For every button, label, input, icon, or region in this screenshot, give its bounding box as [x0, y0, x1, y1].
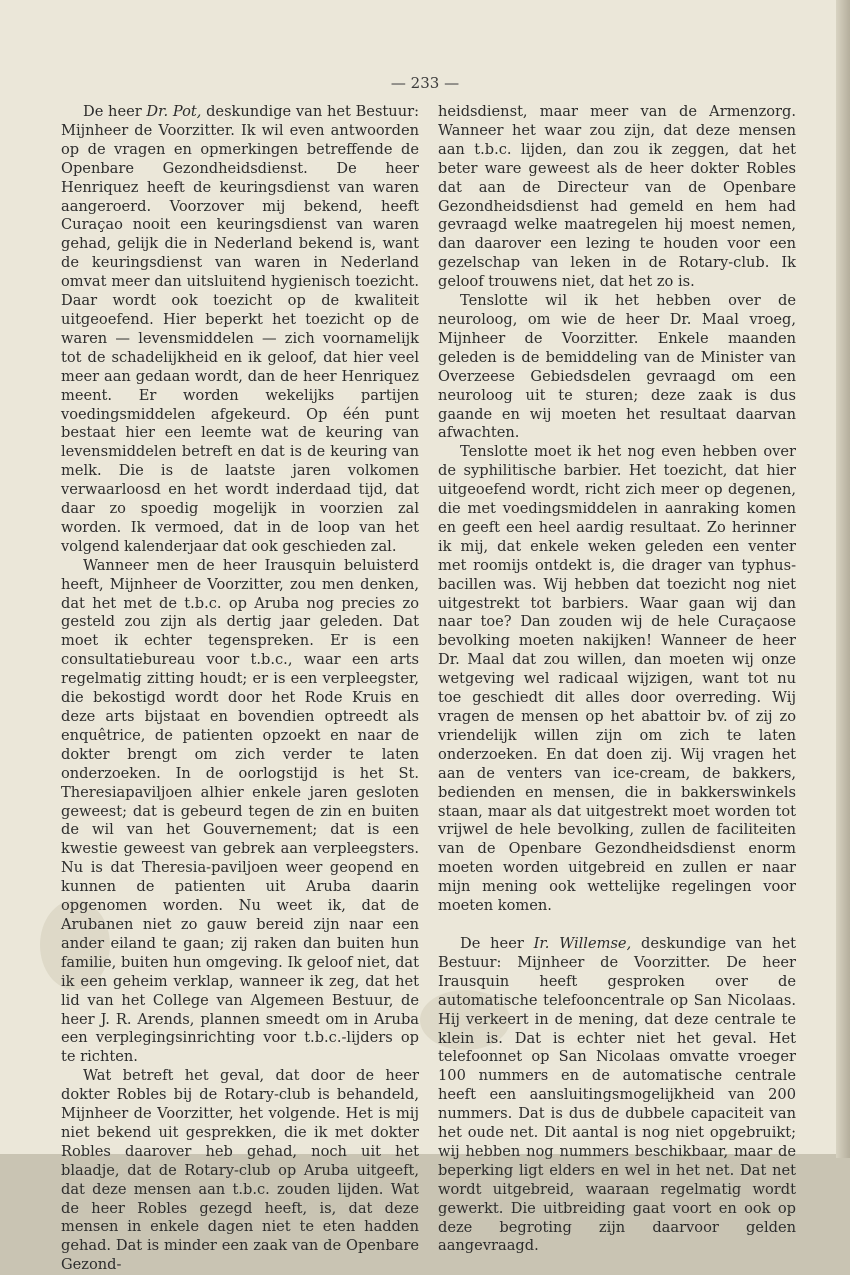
left-column [61, 103, 419, 1275]
paragraph-lead: De heer [460, 934, 534, 952]
paragraph-text: deskundige van het Bestuur: Mijnheer de Voorzitter. De heer Irausquin heeft gesproken over de automatische telefooncentrale op San Nicolaas. Hij verkeert in de mening, dat deze centrale te klein is. Dat is echter niet het geval. Het telefoonnet op San Nicolaas omvatte vroeger 100 nummers en de automatische centrale heeft een aansluitingsmogelijkheid van 200 nummers. Dat is dus de dubbele capaciteit van het oude net. Dit aantal is nog niet opgebruikt; wij hebben nog nummers beschikbaar, maar de beperking ligt elders en wel in het net. Dat net wordt uitgebreid, waaraan regelmatig wordt gewerkt. Die uitbreiding gaat voort en ook op deze begroting zijn daarvoor gelden aangevraagd. [438, 934, 796, 1255]
speaker-name: Ir. Willemse, [533, 934, 632, 952]
speaker-name: Dr. Pot, [146, 103, 202, 120]
paragraph [61, 103, 419, 557]
page-number: — 233 — [390, 74, 460, 92]
paragraph: Tenslotte wil ik het hebben over de neuroloog, om wie de heer Dr. Maal vroeg, Mijnheer de Voorzitter. Enkele maanden geleden is de bemiddeling van de Minister van Overzeese Gebiedsdelen gevraagd om een neuroloog uit te sturen; deze zaak is dus gaande en wij moeten het resultaat daarvan afwachten. [438, 292, 796, 442]
paragraph [438, 935, 796, 1256]
paragraph-lead: De heer [83, 103, 147, 120]
paragraph: heidsdienst, maar meer van de Armenzorg. Wanneer het waar zou zijn, dat deze mensen aan t.b.c. lijden, dan zou ik zeggen, dat het beter ware geweest als de heer dokter Robles dat aan de Directeur van de Openbare Gezondheidsdienst had gemeld en hem had gevraagd welke maatregelen hij moest nemen, dan daarover een lezing te houden voor een gezelschap van leken in de Rotary-club. Ik geloof trouwens niet, dat het zo is. [438, 103, 796, 291]
right-column [438, 103, 796, 1256]
paragraph: Wat betreft het geval, dat door de heer dokter Robles bij de Rotary-club is behandeld, Mijnheer de Voorzitter, het volgende. Het is mij niet bekend uit gesprekken, die ik met dokter Robles daarover heb gehad, noch uit het blaadje, dat de Rotary-club op Aruba uitgeeft, dat deze mensen aan t.b.c. zouden lijden. Wat de heer Robles gezegd heeft, is, dat deze mensen in enkele dagen niet te eten hadden gehad. Dat is minder een zaak van de Openbare Gezond- [61, 1067, 419, 1274]
paragraph-text: deskundige van het Bestuur: Mijnheer de Voorzitter. Ik wil even antwoorden op de vragen en opmerkingen betreffende de Openbare Gezondheidsdienst. De heer Henriquez heeft de keuringsdienst van waren aangeroerd. Voorzover mij bekend, heeft Curaçao nooit een keuringsdienst van waren gehad, gelijk die in Nederland bekend is, want de keuringsdienst van waren in Nederland omvat meer dan uitsluitend hygienisch toezicht. Daar wordt ook toezicht op de kwaliteit uitgeoefend. Hier beperkt het toezicht op de waren — levensmiddelen — zich voornamelijk tot de schadelijkheid en ik geloof, dat hier veel meer aan gedaan wordt, dan de heer Henriquez meent. Er worden wekelijks partijen voedingsmiddelen afgekeurd. Op één punt bestaat hier een leemte wat de keuring van levensmiddelen betreft en dat is de keuring van melk. Die is de laatste jaren volkomen verwaarloosd en het wordt inderdaad tijd, dat daar zo spoedig mogelijk in voorzien zal worden. Ik vermoed, dat in de loop van het volgend kalenderjaar dat ook geschieden zal. [61, 103, 419, 555]
paragraph: Tenslotte moet ik het nog even hebben over de syphilitische barbier. Het toezicht, dat hier uitgeoefend wordt, richt zich meer op degenen, die met voedingsmiddelen in aanraking komen en geeft een heel aardig resultaat. Zo herinner ik mij, dat enkele weken geleden een venter met roomijs ontdekt is, die drager van typhus-bacillen was. Wij hebben dat toezicht nog niet uitgestrekt tot barbiers. Waar gaan wij dan naar toe? Dan zouden wij de hele Curaçaose bevolking moeten nakijken! Wanneer de heer Dr. Maal dat zou willen, dan moeten wij onze wetgeving wel radicaal wijzigen, want tot nu toe geschiedt dit alles door overreding. Wij vragen de mensen op het abattoir bv. of zij zo vriendelijk willen zijn om zich te laten onderzoeken. En dat doen zij. Wij vragen het aan de venters van ice-cream, de bakkers, bedienden en mensen, die in bakkerswinkels staan, maar als dat uitgestrekt moet worden tot vrijwel de hele bevolking, zullen de faciliteiten van de Openbare Gezondheidsdienst enorm moeten worden uitgebreid en zullen er naar mijn mening ook wettelijke regelingen voor moeten komen. [438, 443, 796, 915]
paragraph: Wanneer men de heer Irausquin beluisterd heeft, Mijnheer de Voorzitter, zou men denken, dat het met de t.b.c. op Aruba nog precies zo gesteld zou zijn als dertig jaar geleden. Dat moet ik echter tegenspreken. Er is een consultatiebureau voor t.b.c., waar een arts regelmatig zitting houdt; er is een verpleegster, die bekostigd wordt door het Rode Kruis en deze arts bijstaat en bovendien optreedt als enquêtrice, de patienten opzoekt en naar de dokter brengt om zich verder te laten onderzoeken. In de oorlogstijd is het St. Theresiapaviljoen alhier enkele jaren gesloten geweest; dat is gebeurd tegen de zin en buiten de wil van het Gouvernement; dat is een kwestie geweest van gebrek aan verpleegsters. Nu is dat Theresia-paviljoen weer geopend en kunnen de patienten uit Aruba daarin opgenomen worden. Nu weet ik, dat de Arubanen niet zo gauw bereid zijn naar een ander eiland te gaan; zij raken dan buiten hun familie, buiten hun omgeving. Ik geloof niet, dat ik een geheim verklap, wanneer ik zeg, dat het lid van het College van Algemeen Bestuur, de heer J. R. Arends, plannen smeedt om in Aruba een verplegingsinrichting voor t.b.c.-lijders op te richten. [61, 556, 419, 1066]
page-edge [836, 0, 850, 1158]
